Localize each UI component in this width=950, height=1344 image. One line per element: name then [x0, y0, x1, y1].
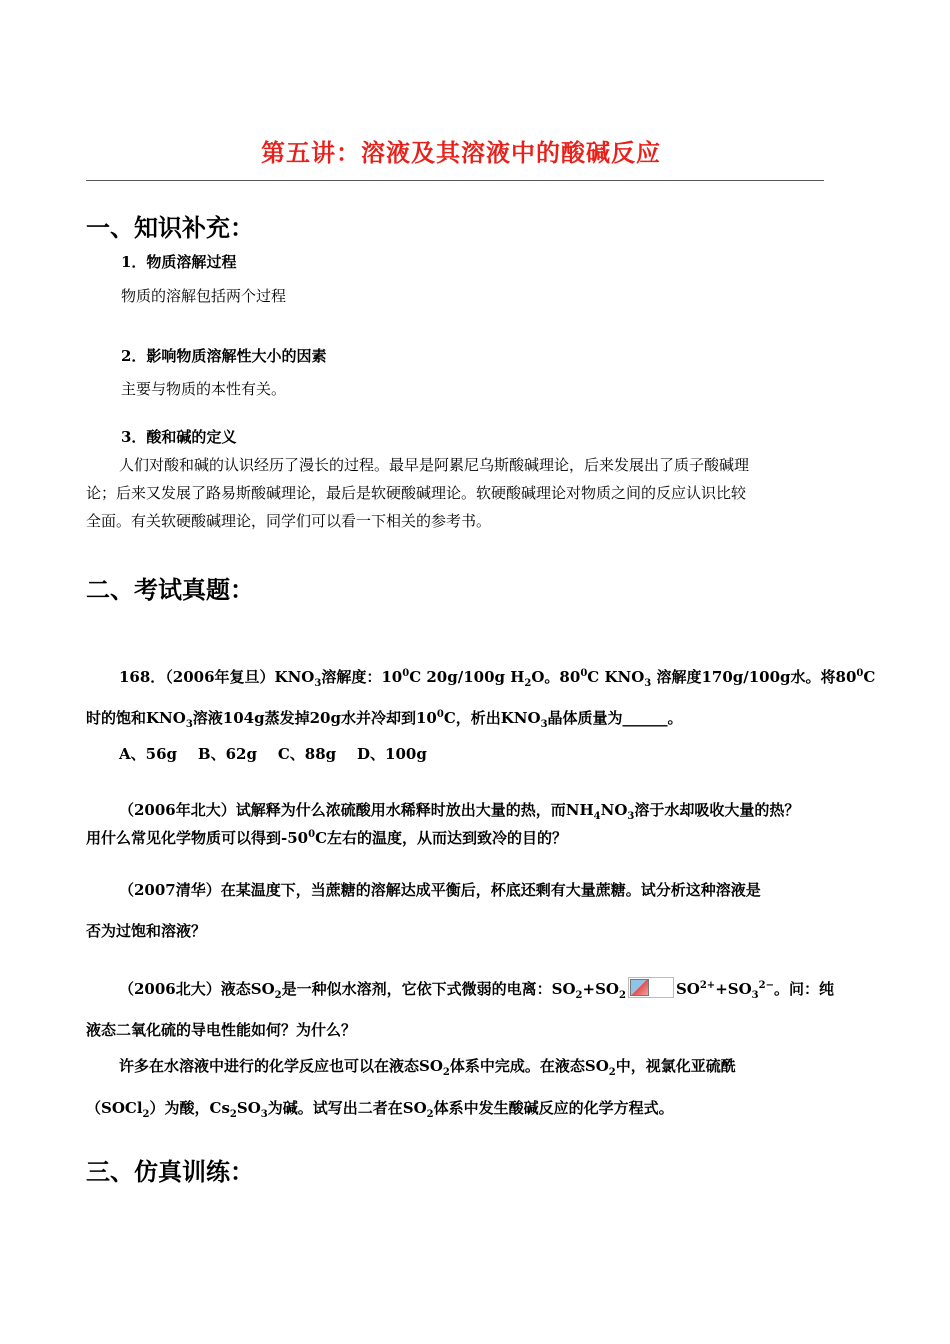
item-3-line-3: 全面。有关软硬酸碱理论，同学们可以看一下相关的参考书。 [86, 512, 492, 530]
question-168-line-2: 时的饱和$KNO_3$溶液104g蒸发掉20g水并冷却到$10^0C$，析出$KNO_3$晶体质量为______。 [86, 709, 683, 730]
question-4-line-3: 许多在水溶液中进行的化学反应也可以在液态$SO_2$体系中完成。在液态$SO_2$中，视氯化亚硫酰 [119, 1057, 736, 1078]
item-1-text: 物质的溶解包括两个过程 [121, 287, 287, 305]
question-4-line-1: （2006北大）液态$SO_2$是一种似水溶剂，它依下式微弱的电离：$SO_2+SO_2$ $SO^{2+}+SO_3^{2-}$。问：纯 [119, 977, 834, 999]
page-title: 第五讲：溶液及其溶液中的酸碱反应 [261, 138, 661, 167]
item-1-title: 1．物质溶解过程 [121, 253, 237, 271]
equilibrium-arrow-image-icon [628, 977, 674, 998]
question-168-options: A、56g B、62g C、88g D、100g [119, 745, 427, 763]
question-168-line-1: 168．（2006年复旦）$KNO_3$溶解度：$10^0C$ 20g/100g $H_2O$。$80^0C$ $KNO_3$ 溶解度170g/100g水。将$80^0C$ [119, 668, 876, 689]
item-2-title: 2．影响物质溶解性大小的因素 [121, 347, 327, 365]
question-3-line-1: （2007清华）在某温度下，当蔗糖的溶解达成平衡后，杯底还剩有大量蔗糖。试分析这种溶液是 [119, 881, 761, 899]
question-3-line-2: 否为过饱和溶液？ [86, 922, 207, 940]
question-4-line-2: 液态二氧化硫的导电性能如何？为什么？ [86, 1021, 357, 1039]
item-3-line-2: 论；后来又发展了路易斯酸碱理论，最后是软硬酸碱理论。软硬酸碱理论对物质之间的反应认识比较 [86, 484, 747, 502]
question-2-line-2: 用什么常见化学物质可以得到$-50^0C$左右的温度，从而达到致冷的目的？ [86, 829, 568, 847]
section-3-heading: 三、仿真训练： [86, 1157, 254, 1186]
section-2-heading: 二、考试真题： [86, 575, 254, 604]
question-4-line-4: （SOCl$_2$）为酸，$Cs_2SO_3$为碱。试写出二者在$SO_2$体系中发生酸碱反应的化学方程式。 [86, 1099, 674, 1120]
item-2-text: 主要与物质的本性有关。 [121, 380, 287, 398]
title-divider [86, 180, 824, 181]
item-3-title: 3．酸和碱的定义 [121, 428, 237, 446]
section-1-heading: 一、知识补充： [86, 213, 254, 242]
item-3-line-1: 人们对酸和碱的认识经历了漫长的过程。最早是阿累尼乌斯酸碱理论，后来发展出了质子酸碱理 [119, 456, 750, 474]
question-2-line-1: （2006年北大）试解释为什么浓硫酸用水稀释时放出大量的热，而$NH_4NO_3$溶于水却吸收大量的热？ [119, 801, 800, 822]
